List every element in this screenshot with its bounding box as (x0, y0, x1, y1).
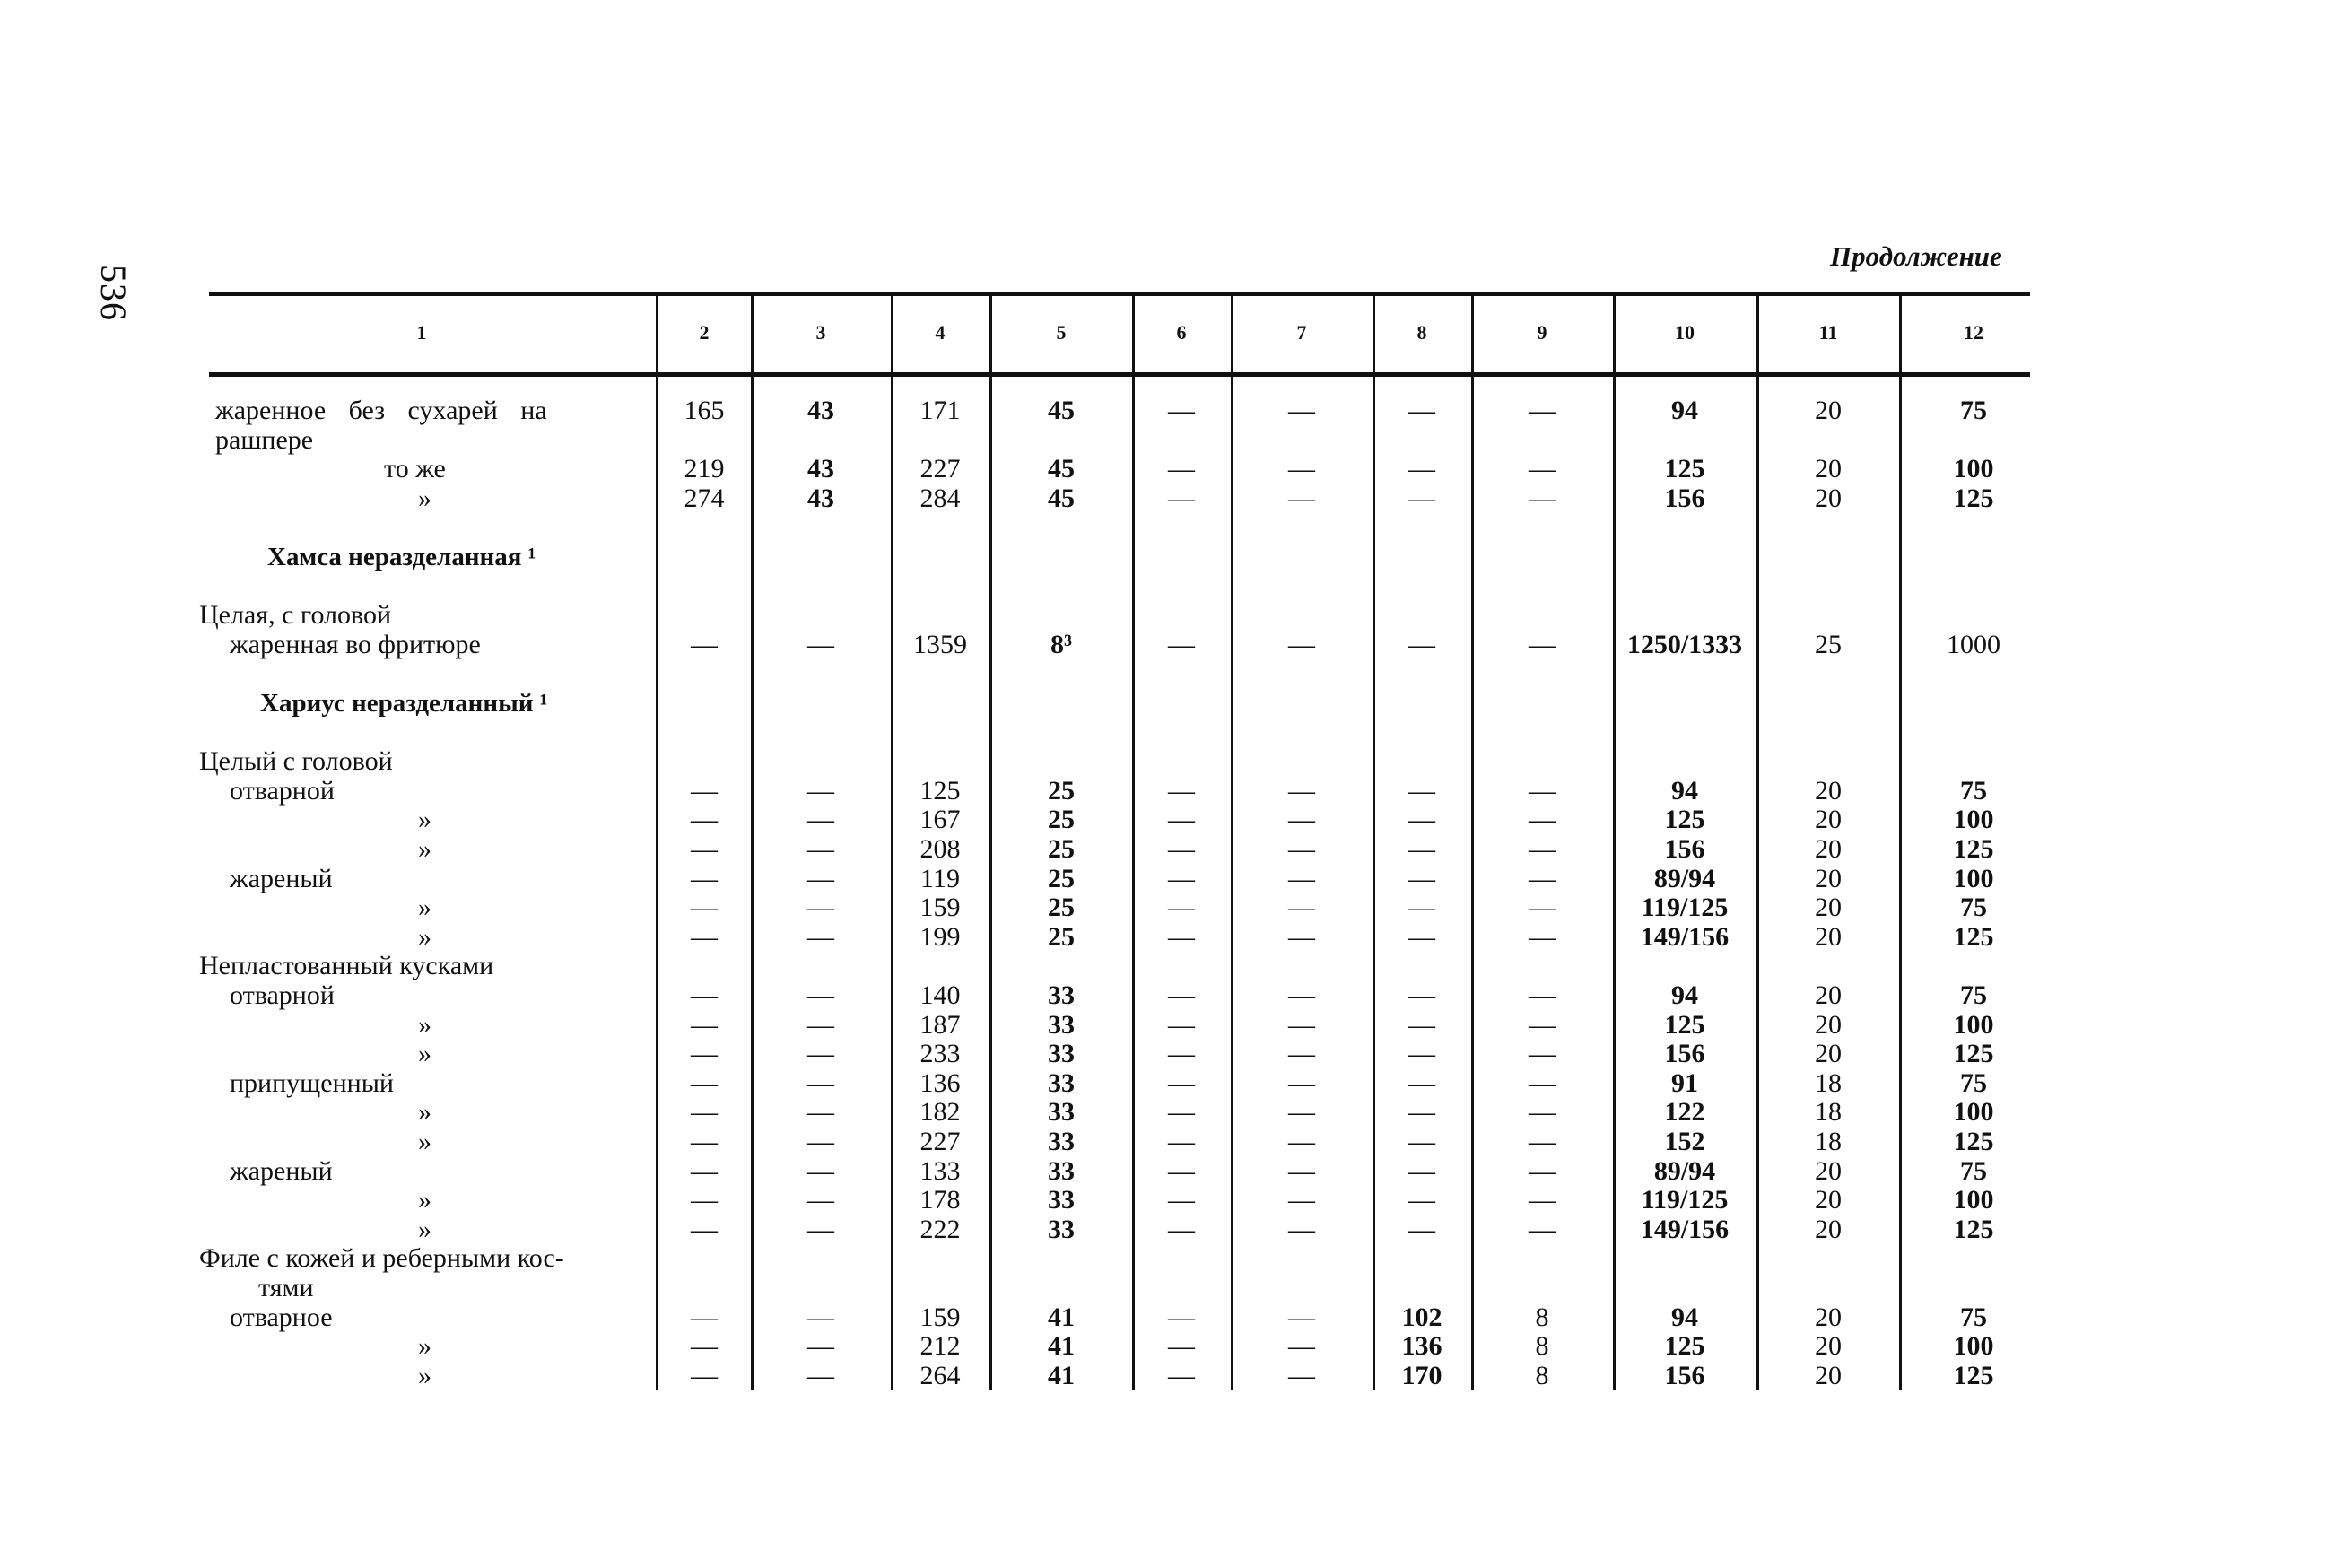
table-cell: 33 (1048, 1039, 1075, 1069)
table-cell: — (1168, 805, 1195, 835)
column-rule (1471, 296, 1474, 1390)
header-col-4: 4 (935, 321, 946, 344)
page-number: 536 (93, 265, 134, 321)
header-col-9: 9 (1537, 321, 1547, 344)
table-cell: — (1288, 1009, 1315, 1040)
table-cell: 33 (1048, 1214, 1075, 1244)
header-col-10: 10 (1675, 321, 1695, 344)
table-cell: 33 (1048, 980, 1075, 1010)
table-cell: 20 (1815, 893, 1842, 923)
table-cell: 43 (807, 454, 834, 484)
table-cell: — (1529, 1214, 1556, 1244)
column-rule (1613, 296, 1616, 1390)
table-cell: — (1168, 834, 1195, 864)
table-cell: — (807, 980, 834, 1010)
table-cell: 45 (1048, 396, 1075, 425)
table-cell: — (1529, 893, 1556, 923)
row-label: тями (258, 1273, 314, 1302)
table-cell: — (691, 1214, 718, 1244)
row-label: » (418, 1185, 431, 1215)
table-cell: — (1408, 1214, 1435, 1244)
table-cell: 152 (1664, 1127, 1705, 1156)
continuation-label: Продолжение (1830, 240, 2002, 272)
table-cell: — (1288, 1331, 1315, 1362)
row-label: » (418, 834, 431, 864)
table-cell: — (1529, 863, 1556, 893)
table-cell: — (1168, 1302, 1195, 1332)
table-cell: — (1408, 1067, 1435, 1098)
table-cell: — (1288, 1155, 1315, 1186)
row-label: Целый с головой (199, 746, 393, 777)
table-cell: 75 (1960, 980, 1987, 1010)
table-cell: 89/94 (1653, 863, 1716, 893)
table-cell: — (1288, 893, 1315, 923)
table-cell: 125 (1953, 1039, 1994, 1069)
table-cell: — (1168, 921, 1195, 952)
table-cell: — (807, 1067, 834, 1098)
row-label: » (418, 1360, 431, 1390)
table-cell: 165 (684, 396, 725, 425)
table-cell: — (1288, 863, 1315, 893)
table-cell: — (1288, 1039, 1315, 1069)
table-cell: 45 (1048, 454, 1075, 484)
table-cell: — (807, 1214, 834, 1244)
table-cell: — (1288, 921, 1315, 952)
table-cell: — (1408, 921, 1435, 952)
table-cell: — (1408, 1155, 1435, 1186)
column-rule (1231, 296, 1233, 1390)
table-cell: — (1288, 629, 1315, 659)
table-cell: 20 (1815, 1331, 1842, 1362)
table-cell: — (1408, 396, 1435, 425)
table-cell: 222 (919, 1214, 961, 1244)
table-cell: 25 (1048, 805, 1075, 835)
table-cell: — (1168, 1009, 1195, 1040)
table-cell: 100 (1953, 805, 1994, 835)
table-cell: — (1408, 454, 1435, 484)
table-cell: — (1529, 1039, 1556, 1069)
table-cell: — (1529, 454, 1556, 484)
header-col-8: 8 (1416, 321, 1427, 344)
header-col-7: 7 (1296, 321, 1307, 344)
table-cell: 159 (919, 1302, 961, 1332)
table-cell: — (1288, 396, 1315, 425)
table-cell: 8³ (1050, 629, 1072, 659)
table-cell: 94 (1671, 980, 1698, 1010)
table-cell: 170 (1401, 1360, 1442, 1390)
table-cell: 122 (1664, 1097, 1705, 1128)
table-cell: 100 (1953, 454, 1994, 484)
table-cell: 167 (919, 805, 961, 835)
column-rule (1756, 296, 1759, 1390)
row-label: рашпере (215, 424, 314, 455)
table-cell: — (807, 1127, 834, 1156)
table-cell: — (1288, 1214, 1315, 1244)
row-label: » (418, 893, 431, 923)
table-cell: 33 (1048, 1185, 1075, 1215)
table-cell: 199 (919, 921, 961, 952)
row-label: » (418, 921, 431, 952)
table-cell: 20 (1815, 1360, 1842, 1390)
table-cell: — (1288, 1127, 1315, 1156)
row-label: Филе с кожей и реберными кос- (199, 1243, 564, 1274)
header-col-1: 1 (416, 321, 427, 344)
table-cell: — (1168, 1039, 1195, 1069)
table-cell: 156 (1664, 483, 1705, 513)
row-label: отварной (230, 980, 335, 1010)
table-cell: 274 (684, 483, 725, 513)
table-cell: — (807, 863, 834, 893)
table-cell: — (691, 805, 718, 835)
table-cell: 149/156 (1640, 1214, 1730, 1244)
table-cell: — (1529, 834, 1556, 864)
table-cell: 182 (919, 1097, 961, 1128)
table-cell: 208 (919, 834, 961, 864)
table-cell: 178 (919, 1185, 961, 1215)
table-cell: — (1288, 454, 1315, 484)
table-cell: — (691, 1185, 718, 1215)
column-rule (1373, 296, 1375, 1390)
table-cell: — (1288, 980, 1315, 1010)
table-cell: 33 (1048, 1127, 1075, 1156)
table-cell: — (1529, 629, 1556, 659)
table-cell: — (1168, 1185, 1195, 1215)
header-col-11: 11 (1818, 321, 1838, 344)
table-cell: — (1288, 1302, 1315, 1332)
table-cell: 91 (1671, 1067, 1698, 1098)
table-cell: — (1529, 483, 1556, 513)
table-cell: 25 (1048, 863, 1075, 893)
table-cell: — (691, 775, 718, 806)
table-cell: 33 (1048, 1155, 1075, 1186)
table-cell: 89/94 (1653, 1155, 1716, 1186)
table-cell: 33 (1048, 1097, 1075, 1128)
table-cell: 227 (919, 454, 961, 484)
table-cell: 100 (1953, 1331, 1994, 1362)
table-cell: 159 (919, 893, 961, 923)
row-label: жареный (230, 863, 333, 893)
table-cell: 75 (1960, 775, 1987, 806)
row-label: » (418, 1214, 431, 1244)
table-cell: — (1168, 1155, 1195, 1186)
table-cell: 119 (920, 863, 960, 893)
table-cell: — (1408, 1097, 1435, 1128)
table-cell: — (1408, 1185, 1435, 1215)
table-cell: 119/125 (1641, 893, 1729, 923)
table-cell: — (1168, 1097, 1195, 1128)
column-rule (891, 296, 893, 1390)
table-cell: 125 (1953, 1214, 1994, 1244)
table-cell: 125 (1664, 805, 1705, 835)
table-cell: — (1288, 1360, 1315, 1390)
table-cell: 75 (1960, 1302, 1987, 1332)
table-cell: 43 (807, 483, 834, 513)
table-cell: 75 (1960, 1155, 1987, 1186)
table-cell: — (691, 1067, 718, 1098)
table-cell: — (807, 1097, 834, 1128)
table-cell: — (1168, 980, 1195, 1010)
table-cell: 20 (1815, 805, 1842, 835)
row-label: жареный (230, 1155, 333, 1186)
table-cell: — (1408, 834, 1435, 864)
table-cell: 41 (1048, 1331, 1075, 1362)
table-cell: 20 (1815, 483, 1842, 513)
table-cell: 20 (1815, 454, 1842, 484)
header-col-6: 6 (1176, 321, 1187, 344)
table-cell: — (691, 834, 718, 864)
row-label: жаренное без сухарей на (215, 396, 547, 425)
table-cell: 1000 (1947, 629, 2000, 659)
table-cell: — (1168, 1067, 1195, 1098)
table-cell: — (1408, 775, 1435, 806)
table-cell: — (691, 893, 718, 923)
table-cell: 94 (1671, 775, 1698, 806)
table-cell: — (1168, 1360, 1195, 1390)
table-cell: — (1288, 1067, 1315, 1098)
table-cell: 156 (1664, 1039, 1705, 1069)
table-cell: 20 (1815, 834, 1842, 864)
row-label: » (418, 1039, 431, 1069)
table-cell: 8 (1535, 1302, 1549, 1332)
table-cell: — (1168, 483, 1195, 513)
table-cell: 20 (1815, 921, 1842, 952)
table-cell: 100 (1953, 1009, 1994, 1040)
table-cell: — (807, 1331, 834, 1362)
table-cell: 20 (1815, 1009, 1842, 1040)
table-cell: 102 (1401, 1302, 1442, 1332)
row-label: отварной (230, 775, 335, 806)
table-cell: 45 (1048, 483, 1075, 513)
table-cell: 8 (1535, 1331, 1549, 1362)
table-cell: 100 (1953, 863, 1994, 893)
table-cell: — (1529, 396, 1556, 425)
table-cell: 20 (1815, 1214, 1842, 1244)
table-cell: — (1408, 805, 1435, 835)
table-cell: — (1529, 805, 1556, 835)
table-cell: — (691, 1097, 718, 1128)
table-cell: — (1408, 1009, 1435, 1040)
table-cell: — (691, 1039, 718, 1069)
table-cell: — (691, 980, 718, 1010)
table-cell: 125 (1953, 921, 1994, 952)
table-cell: 149/156 (1640, 921, 1730, 952)
table-cell: 133 (919, 1155, 961, 1186)
table-cell: 100 (1953, 1097, 1994, 1128)
table-cell: 33 (1048, 1009, 1075, 1040)
table-cell: 33 (1048, 1067, 1075, 1098)
row-label: Хариус неразделанный ¹ (260, 689, 548, 718)
table-cell: — (807, 834, 834, 864)
table-cell: — (1408, 483, 1435, 513)
table-cell: — (1408, 1039, 1435, 1069)
row-label: » (418, 1331, 431, 1362)
column-rule (989, 296, 992, 1390)
table-cell: 25 (1048, 775, 1075, 806)
table-cell: — (1168, 396, 1195, 425)
table-cell: 20 (1815, 1185, 1842, 1215)
table-cell: 20 (1815, 396, 1842, 425)
table-cell: 264 (919, 1360, 961, 1390)
row-label: » (418, 1097, 431, 1128)
table-cell: — (691, 921, 718, 952)
table-cell: — (1529, 1127, 1556, 1156)
table-cell: — (807, 1185, 834, 1215)
row-label: » (418, 805, 431, 835)
row-label: Хамса неразделанная ¹ (267, 543, 536, 571)
table-cell: — (691, 1360, 718, 1390)
table-cell: 25 (1048, 834, 1075, 864)
table-cell: — (1408, 980, 1435, 1010)
column-rule (656, 296, 658, 1390)
table-cell: — (1529, 980, 1556, 1010)
table-cell: 25 (1048, 893, 1075, 923)
table-cell: — (1288, 775, 1315, 806)
table-cell: 41 (1048, 1360, 1075, 1390)
table-cell: 1250/1333 (1626, 629, 1743, 659)
table-cell: — (1529, 1185, 1556, 1215)
table-cell: — (1288, 834, 1315, 864)
table-cell: 125 (1664, 1009, 1705, 1040)
table-cell: 94 (1671, 1302, 1698, 1332)
row-label: припущенный (230, 1067, 394, 1098)
table-cell: — (691, 1009, 718, 1040)
table-cell: — (1529, 1067, 1556, 1098)
table-cell: 100 (1953, 1185, 1994, 1215)
table-cell: 125 (919, 775, 961, 806)
table-cell: 20 (1815, 1039, 1842, 1069)
table-cell: — (807, 1009, 834, 1040)
header-col-3: 3 (815, 321, 826, 344)
table-cell: — (1408, 1127, 1435, 1156)
table-cell: 125 (1953, 483, 1994, 513)
table-cell: — (1529, 1097, 1556, 1128)
table-cell: 25 (1048, 921, 1075, 952)
table-cell: — (807, 1360, 834, 1390)
table-cell: 20 (1815, 775, 1842, 806)
table-cell: 136 (919, 1067, 961, 1098)
table-cell: — (1168, 775, 1195, 806)
table-cell: 140 (919, 980, 961, 1010)
table-cell: — (1408, 863, 1435, 893)
table-cell: 125 (1664, 1331, 1705, 1362)
table-cell: — (1288, 483, 1315, 513)
table-cell: 233 (919, 1039, 961, 1069)
table-cell: 8 (1535, 1360, 1549, 1390)
table-cell: 156 (1664, 834, 1705, 864)
row-label: то же (384, 454, 446, 484)
table-cell: 20 (1815, 863, 1842, 893)
table-cell: — (1408, 893, 1435, 923)
table-cell: — (1168, 1127, 1195, 1156)
table-cell: 125 (1953, 1360, 1994, 1390)
table-cell: 119/125 (1641, 1185, 1729, 1215)
table-cell: — (691, 1302, 718, 1332)
table-cell: 125 (1953, 1127, 1994, 1156)
table-cell: — (1529, 921, 1556, 952)
table-cell: 18 (1815, 1067, 1842, 1098)
table-cell: 25 (1815, 629, 1842, 659)
row-label: » (418, 1127, 431, 1156)
table-cell: — (807, 805, 834, 835)
table-cell: — (1168, 629, 1195, 659)
table-cell: 75 (1960, 893, 1987, 923)
table-cell: — (1529, 1155, 1556, 1186)
table-cell: — (1168, 1214, 1195, 1244)
table-cell: 75 (1960, 396, 1987, 425)
table-cell: 94 (1671, 396, 1698, 425)
row-label: отварное (230, 1302, 333, 1332)
table-cell: — (807, 775, 834, 806)
table-cell: — (1529, 1009, 1556, 1040)
table-cell: — (691, 629, 718, 659)
table-cell: 212 (919, 1331, 961, 1362)
table-cell: — (807, 921, 834, 952)
column-rule (751, 296, 754, 1390)
table-cell: — (1288, 1097, 1315, 1128)
table-cell: 219 (684, 454, 725, 484)
table-cell: 75 (1960, 1067, 1987, 1098)
table-cell: — (807, 1039, 834, 1069)
table-cell: — (1168, 454, 1195, 484)
header-col-12: 12 (1964, 321, 1983, 344)
table-cell: 171 (919, 396, 961, 425)
table-cell: — (807, 1155, 834, 1186)
table-cell: — (691, 1331, 718, 1362)
table-cell: 284 (919, 483, 961, 513)
table-cell: 43 (807, 396, 834, 425)
column-rule (1132, 296, 1135, 1390)
table-cell: 18 (1815, 1097, 1842, 1128)
row-label: жаренная во фритюре (230, 629, 481, 659)
table-cell: — (1168, 893, 1195, 923)
table-cell: — (691, 863, 718, 893)
table-cell: 136 (1401, 1331, 1442, 1362)
table-cell: — (691, 1127, 718, 1156)
table-cell: 125 (1664, 454, 1705, 484)
table-cell: — (1168, 1331, 1195, 1362)
table-cell: — (1288, 805, 1315, 835)
table-cell: 156 (1664, 1360, 1705, 1390)
table-cell: — (1288, 1185, 1315, 1215)
table-cell: 187 (919, 1009, 961, 1040)
table-cell: 20 (1815, 1155, 1842, 1186)
row-label: Непластованный кусками (199, 951, 494, 981)
table-cell: — (807, 893, 834, 923)
table-cell: — (1408, 629, 1435, 659)
table-cell: 1359 (913, 629, 967, 659)
row-label: Целая, с головой (199, 600, 392, 631)
column-rule (1899, 296, 1902, 1390)
header-col-5: 5 (1056, 321, 1067, 344)
table-cell: 20 (1815, 1302, 1842, 1332)
table-cell: 18 (1815, 1127, 1842, 1156)
table-cell: — (807, 1302, 834, 1332)
row-label: » (418, 1009, 431, 1040)
table-cell: — (1168, 863, 1195, 893)
table-cell: — (1529, 775, 1556, 806)
table-cell: 125 (1953, 834, 1994, 864)
table-cell: — (807, 629, 834, 659)
table-cell: 41 (1048, 1302, 1075, 1332)
row-label: » (418, 483, 431, 513)
header-col-2: 2 (699, 321, 710, 344)
table-cell: — (691, 1155, 718, 1186)
table-cell: 227 (919, 1127, 961, 1156)
table-cell: 20 (1815, 980, 1842, 1010)
